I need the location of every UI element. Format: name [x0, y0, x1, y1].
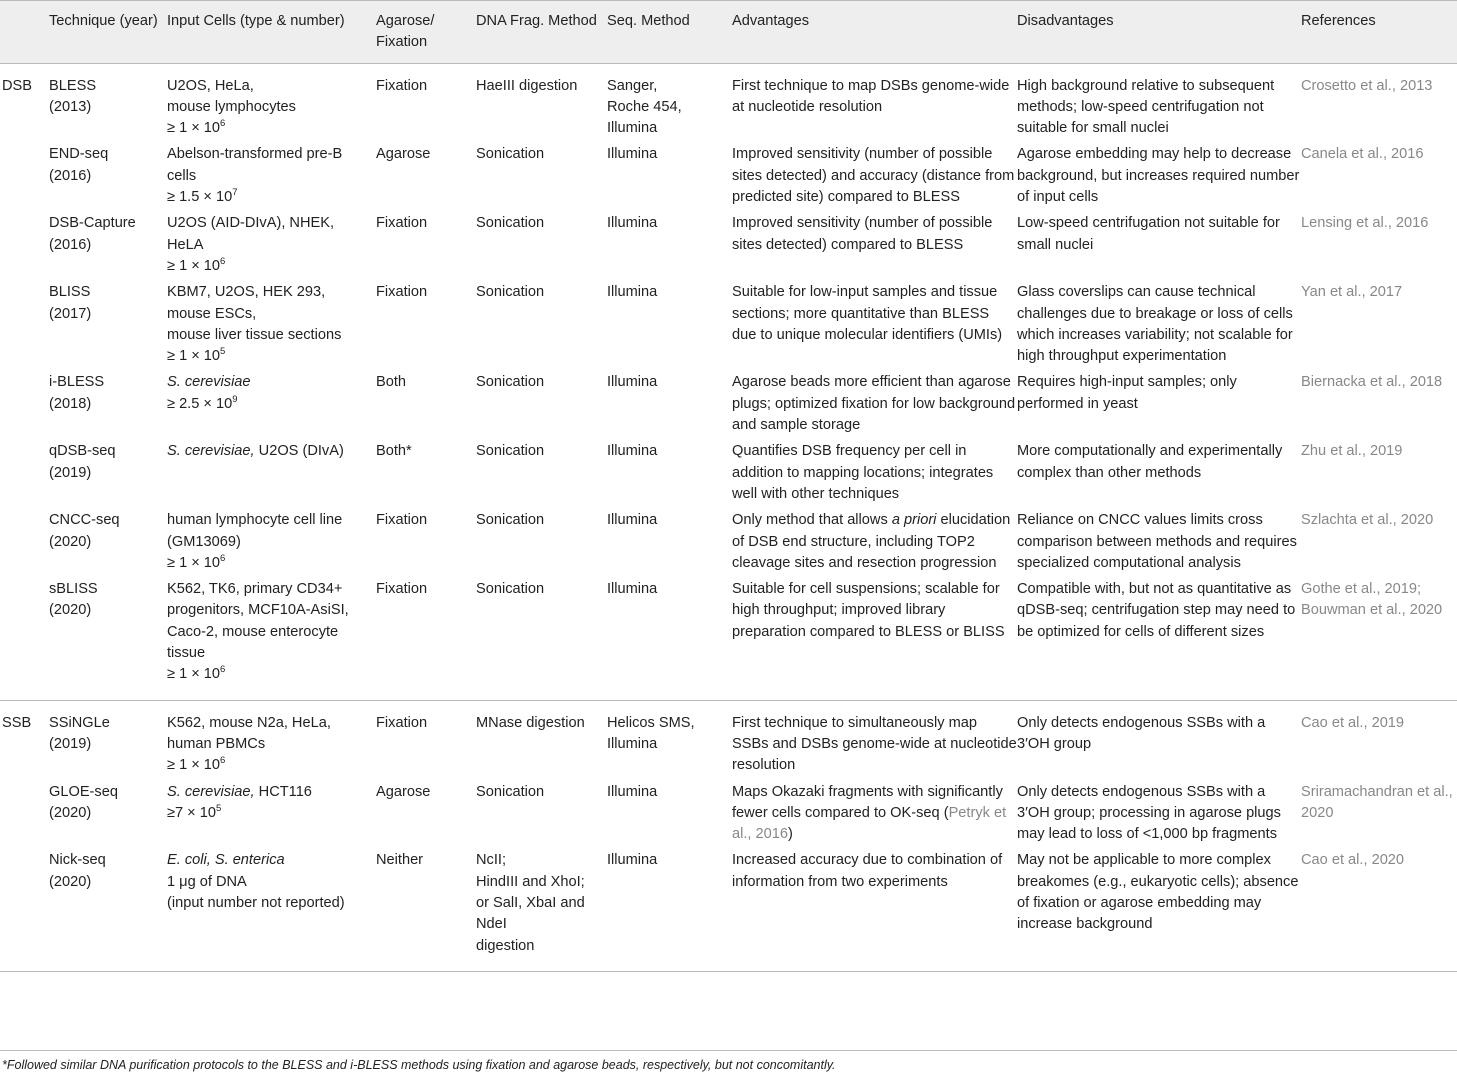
cell-count-base: ≥ 1 × 10 [167, 666, 221, 683]
cell-count [167, 187, 376, 208]
disadvantages-cell: Agarose embedding may help to decrease background, but increases required number of input cells [1017, 146, 1300, 206]
cell-type-line: Abelson-transformed pre-B [167, 146, 343, 163]
reference-cell: Biernacka et al., 2018 [1301, 374, 1443, 391]
header-advantages: Advantages [732, 1, 1017, 64]
advantages-cell: First technique to simultaneously map SSBs and DSBs genome-wide at nucleotide resolution [732, 714, 1017, 774]
group-header [0, 1, 49, 64]
cell-type-line: HeLA [167, 236, 204, 253]
table-row [0, 782, 1457, 851]
dna-frag-cell [476, 850, 607, 971]
fixation-cell: Both* [376, 443, 412, 460]
table-row [0, 282, 1457, 372]
cell-count-base: ≥ 1 × 10 [167, 554, 221, 571]
species-name: S. cerevisiae [167, 374, 251, 391]
cell-type-line [167, 782, 376, 803]
group-cell [0, 782, 49, 851]
technique-cell [49, 850, 167, 971]
group-cell [0, 510, 49, 579]
seq-line: Helicos SMS, [607, 714, 695, 731]
cell-count-exponent: 5 [220, 346, 226, 358]
seq-method-cell [607, 510, 732, 579]
group-cell [0, 282, 49, 372]
cell-type-line [167, 441, 376, 462]
technique-name: SSiNGLe [49, 714, 110, 731]
technique-year: (2020) [49, 804, 92, 821]
group-cell: DSB [2, 77, 33, 94]
technique-year: (2016) [49, 236, 92, 253]
advantages-cell: Suitable for cell suspensions; scalable for high throughput; improved library preparation compared to BLESS or BLISS [732, 579, 1017, 700]
technique-cell [49, 782, 167, 851]
species-name: E. coli, S. enterica [167, 852, 285, 869]
technique-cell [49, 700, 167, 781]
advantages-cell: First technique to map DSBs genome-wide at nucleotide resolution [732, 77, 1010, 115]
advantages-cell: Suitable for low-input samples and tissue sections; more quantitative than BLESS due to unique molecular identifiers (UMIs) [732, 284, 1003, 343]
cell-type-rest: U2OS (DIvA) [254, 443, 344, 460]
advantages-cell: Increased accuracy due to combination of information from two experiments [732, 850, 1017, 971]
seq-line: Sanger, [607, 77, 658, 94]
advantages-cell: Improved sensitivity (number of possible sites detected) and accuracy (distance from predicted site) compared to BLESS [732, 146, 1015, 206]
frag-line: NcII; [476, 852, 506, 869]
table-row [0, 579, 1457, 700]
dna-frag-cell: Sonication [476, 215, 545, 232]
table-row [0, 700, 1457, 781]
technique-cell [49, 441, 167, 510]
cell-count [167, 256, 376, 277]
header-references: References [1301, 1, 1457, 64]
reference-cell: Lensing et al., 2016 [1301, 215, 1429, 232]
cell-type-line [167, 850, 376, 871]
technique-cell [49, 213, 167, 282]
frag-line: or SalI, XbaI and [476, 894, 585, 911]
cell-count-base: ≥ 1 × 10 [167, 348, 221, 365]
technique-cell [49, 144, 167, 213]
frag-line: HindIII and XhoI; [476, 873, 585, 890]
advantage-text: Only method that allows [732, 512, 892, 529]
footnote: *Followed similar DNA purification protocols to the BLESS and i-BLESS methods using fixation and agarose beads, respectively, but not concomitantly. [2, 1058, 836, 1072]
cell-type-line: K562, mouse N2a, HeLa, [167, 714, 331, 731]
frag-line: digestion [476, 937, 535, 954]
technique-cell [49, 579, 167, 700]
dna-frag-cell: Sonication [476, 512, 545, 529]
footnote-divider [0, 1050, 1457, 1051]
disadvantages-cell: More computationally and experimentally complex than other methods [1017, 443, 1283, 481]
advantage-text: ) [788, 826, 793, 843]
technique-name: DSB-Capture [49, 215, 136, 232]
technique-name: i-BLESS [49, 374, 105, 391]
cell-count-exponent: 5 [216, 802, 222, 814]
cell-count-exponent: 6 [220, 664, 226, 676]
cell-type-rest: HCT116 [254, 783, 312, 800]
cell-type-line: human PBMCs [167, 735, 266, 752]
input-cells-cell [167, 372, 376, 441]
input-cells-cell [167, 850, 376, 971]
cell-type-line [167, 372, 376, 393]
technique-name: GLOE-seq [49, 783, 118, 800]
header-technique: Technique (year) [49, 1, 167, 64]
header-disadvantages: Disadvantages [1017, 1, 1301, 64]
advantage-text: elucidation of DSB end structure, including TOP2 cleavage sites and resection progression [732, 512, 1011, 571]
group-cell [0, 144, 49, 213]
technique-year: (2019) [49, 464, 92, 481]
input-cells-cell [167, 441, 376, 510]
fixation-cell: Neither [376, 850, 476, 971]
table-row [0, 213, 1457, 282]
table-row [0, 63, 1457, 144]
technique-name: BLISS [49, 284, 91, 301]
dna-frag-cell: Sonication [476, 374, 545, 391]
seq-line: Illumina [607, 581, 658, 598]
cell-type-line: tissue [167, 645, 206, 662]
input-cells-cell [167, 579, 376, 700]
group-cell [0, 372, 49, 441]
disadvantages-cell: Glass coverslips can cause technical challenges due to breakage or loss of cells which increases variability; not scalable for high throughput experimentation [1017, 284, 1293, 365]
cell-type-line: (input number not reported) [167, 894, 345, 911]
cell-count [167, 553, 376, 574]
seq-method-cell [607, 63, 732, 144]
technique-year: (2020) [49, 602, 92, 619]
cell-type-line: (GM13069) [167, 533, 241, 550]
advantage-italic: a priori [891, 512, 937, 529]
advantages-cell [732, 782, 1017, 851]
disadvantages-cell: Only detects endogenous SSBs with a 3′OH group; processing in agarose plugs may lead to loss of <1,000 bp fragments [1017, 783, 1281, 843]
seq-line: Illumina [607, 284, 658, 301]
dna-frag-cell: Sonication [476, 443, 545, 460]
group-cell [0, 850, 49, 971]
cell-count-base: ≥ 2.5 × 10 [167, 395, 233, 412]
technique-name: sBLISS [49, 581, 98, 598]
dna-frag-cell: Sonication [476, 284, 545, 301]
cell-type-line: KBM7, U2OS, HEK 293, [167, 284, 326, 301]
disadvantages-cell: Requires high-input samples; only performed in yeast [1017, 374, 1237, 412]
species-name: S. cerevisiae, [167, 783, 255, 800]
cell-type-line: K562, TK6, primary CD34+ [167, 581, 343, 598]
seq-line: Illumina [607, 146, 658, 163]
seq-line: Illumina [607, 512, 658, 529]
technique-year: (2016) [49, 167, 92, 184]
reference-cell: Zhu et al., 2019 [1301, 443, 1403, 460]
seq-line: Illumina [607, 735, 658, 752]
seq-line: Roche 454, [607, 98, 682, 115]
technique-name: CNCC-seq [49, 512, 120, 529]
fixation-cell: Agarose [376, 146, 431, 163]
seq-line: Illumina [607, 783, 658, 800]
reference-cell: Crosetto et al., 2013 [1301, 77, 1433, 94]
advantages-cell [732, 510, 1017, 579]
seq-method-cell [607, 282, 732, 372]
cell-type-line: mouse liver tissue sections [167, 326, 342, 343]
cell-count-exponent: 6 [220, 256, 226, 268]
technique-year: (2019) [49, 735, 92, 752]
seq-method-cell [607, 850, 732, 971]
header-agarose-fixation: Agarose/ Fixation [376, 1, 476, 64]
cell-type-line: U2OS, HeLa, [167, 77, 254, 94]
group-cell [0, 213, 49, 282]
group-cell [0, 441, 49, 510]
dna-frag-cell: HaeIII digestion [476, 77, 578, 94]
input-cells-cell [167, 510, 376, 579]
seq-method-cell [607, 213, 732, 282]
inline-reference: Petryk et al., 2016 [732, 804, 1007, 843]
technique-name: BLESS [49, 77, 97, 94]
technique-cell [49, 282, 167, 372]
input-cells-cell [167, 782, 376, 851]
cell-count-exponent: 6 [220, 552, 226, 564]
disadvantages-cell: Only detects endogenous SSBs with a 3′OH group [1017, 714, 1266, 752]
cell-count-base: ≥7 × 10 [167, 804, 216, 821]
table-body [0, 63, 1457, 971]
table-row [0, 441, 1457, 510]
cell-count [167, 118, 376, 139]
header-input-cells: Input Cells (type & number) [167, 1, 376, 64]
disadvantages-cell: High background relative to subsequent methods; low-speed centrifugation not suitable for small nuclei [1017, 77, 1275, 137]
table-row [0, 144, 1457, 213]
disadvantages-cell: May not be applicable to more complex breakomes (e.g., eukaryotic cells); absence of fixation or agarose embedding may increase background [1017, 850, 1301, 971]
technique-year: (2020) [49, 533, 92, 550]
dna-frag-cell: MNase digestion [476, 714, 585, 731]
seq-method-cell [607, 700, 732, 781]
fixation-cell: Fixation [376, 512, 428, 529]
fixation-cell: Fixation [376, 215, 428, 232]
technique-cell [49, 63, 167, 144]
header-dna-frag: DNA Frag. Method [476, 1, 607, 64]
seq-line: Illumina [607, 374, 658, 391]
table-row [0, 850, 1457, 971]
fixation-cell: Fixation [376, 714, 428, 731]
group-cell: SSB [2, 714, 32, 731]
seq-line: Illumina [607, 120, 658, 137]
cell-count-base: ≥ 1.5 × 10 [167, 189, 233, 206]
technique-year: (2017) [49, 305, 92, 322]
species-name: S. cerevisiae, [167, 443, 255, 460]
fixation-cell: Fixation [376, 579, 476, 700]
seq-method-cell [607, 144, 732, 213]
technique-name: qDSB-seq [49, 443, 116, 460]
seq-line: Illumina [607, 215, 658, 232]
cell-count-base: ≥ 1 × 10 [167, 120, 221, 137]
seq-method-cell [607, 441, 732, 510]
cell-type-line: mouse ESCs, [167, 305, 257, 322]
cell-count-exponent: 6 [220, 118, 226, 130]
cell-count-base: ≥ 1 × 10 [167, 257, 221, 274]
dna-frag-cell: Sonication [476, 783, 545, 800]
technique-name: Nick-seq [49, 852, 106, 869]
reference-cell: Canela et al., 2016 [1301, 146, 1424, 163]
disadvantages-cell: Reliance on CNCC values limits cross comparison between methods and requires specialized computational analysis [1017, 512, 1297, 571]
seq-method-cell [607, 782, 732, 851]
reference-cell: Gothe et al., 2019; Bouwman et al., 2020 [1301, 579, 1457, 700]
disadvantages-cell: Compatible with, but not as quantitative as qDSB-seq; centrifugation step may need to be optimized for cells of different sizes [1017, 579, 1301, 700]
advantages-cell: Quantifies DSB frequency per cell in addition to mapping locations; integrates well with other techniques [732, 443, 994, 502]
seq-method-cell [607, 372, 732, 441]
fixation-cell: Agarose [376, 783, 431, 800]
table-header [0, 1, 1457, 64]
dna-frag-cell: Sonication [476, 146, 545, 163]
technique-year: (2020) [49, 873, 92, 890]
input-cells-cell [167, 213, 376, 282]
cell-type-line: progenitors, MCF10A-AsiSI, [167, 602, 349, 619]
cell-type-line: cells [167, 167, 197, 184]
input-cells-cell [167, 282, 376, 372]
group-cell [0, 579, 49, 700]
cell-type-line: human lymphocyte cell line [167, 512, 343, 529]
advantages-cell: Improved sensitivity (number of possible sites detected) compared to BLESS [732, 215, 993, 253]
input-cells-cell [167, 63, 376, 144]
seq-method-cell [607, 579, 732, 700]
cell-type-line: mouse lymphocytes [167, 98, 296, 115]
cell-type-line: U2OS (AID-DIvA), NHEK, [167, 215, 335, 232]
seq-line: Illumina [607, 443, 658, 460]
disadvantages-cell: Low-speed centrifugation not suitable for small nuclei [1017, 215, 1280, 253]
frag-line: NdeI [476, 916, 507, 933]
cell-count [167, 803, 376, 824]
input-cells-cell [167, 700, 376, 781]
seq-line: Illumina [607, 852, 658, 869]
technique-year: (2013) [49, 98, 92, 115]
fixation-cell: Fixation [376, 284, 428, 301]
reference-cell: Cao et al., 2020 [1301, 850, 1457, 971]
cell-count-exponent: 7 [232, 187, 238, 199]
advantages-cell: Agarose beads more efficient than agarose plugs; optimized fixation for low background and sample storage [732, 374, 1016, 434]
technique-year: (2018) [49, 395, 92, 412]
cell-count-exponent: 6 [220, 755, 226, 767]
reference-cell: Szlachta et al., 2020 [1301, 512, 1434, 529]
reference-cell: Sriramachandran et al., 2020 [1301, 783, 1453, 821]
cell-count [167, 394, 376, 415]
technique-cell [49, 372, 167, 441]
cell-count [167, 664, 376, 685]
table-row [0, 510, 1457, 579]
dna-frag-cell: Sonication [476, 579, 607, 700]
cell-count [167, 755, 376, 776]
fixation-cell: Both [376, 374, 407, 391]
fixation-cell: Fixation [376, 77, 428, 94]
table-row [0, 372, 1457, 441]
cell-count-base: ≥ 1 × 10 [167, 757, 221, 774]
cell-type-line: 1 μg of DNA [167, 873, 247, 890]
input-cells-cell [167, 144, 376, 213]
header-seq-method: Seq. Method [607, 1, 732, 64]
technique-cell [49, 510, 167, 579]
cell-count-exponent: 9 [232, 393, 238, 405]
reference-cell: Cao et al., 2019 [1301, 714, 1405, 731]
reference-cell: Yan et al., 2017 [1301, 284, 1403, 301]
cell-type-line: Caco-2, mouse enterocyte [167, 623, 339, 640]
cell-count [167, 346, 376, 367]
advantage-text: Maps Okazaki fragments with significantly fewer cells compared to OK-seq ( [732, 783, 1003, 821]
technique-name: END-seq [49, 146, 109, 163]
